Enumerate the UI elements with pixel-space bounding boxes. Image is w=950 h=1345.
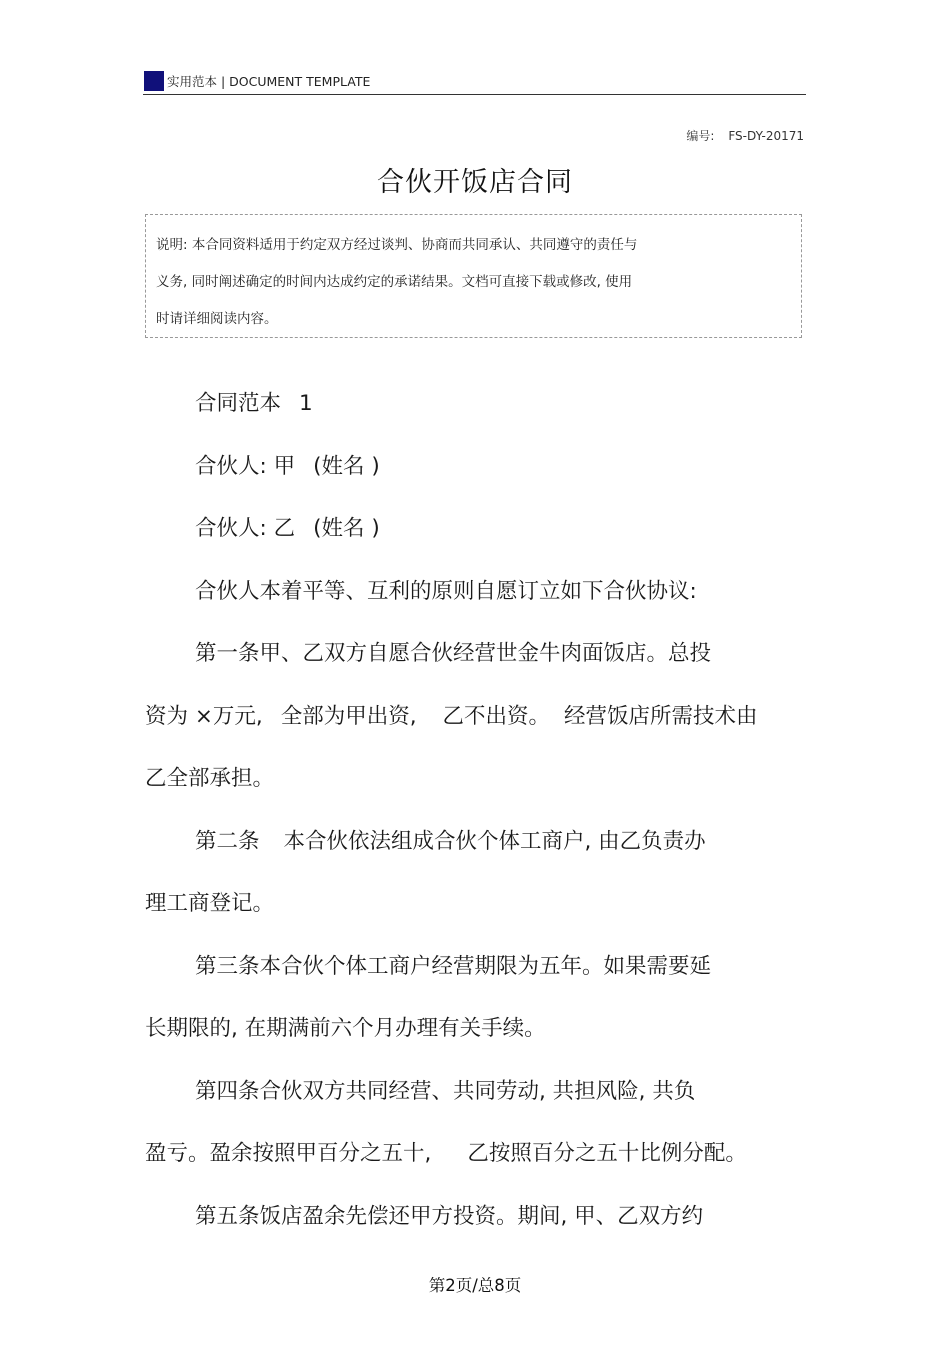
document-number-label: 编号:: [686, 129, 715, 143]
body-text: 全部为甲出资,: [280, 703, 417, 729]
body-text: 合同范本: [195, 391, 282, 416]
description-line: 义务, 同时阐述确定的时间内达成约定的承诺结果。文档可直接下载或修改, 使用: [156, 274, 633, 290]
description-line: 说明: 本合同资料适用于约定双方经过谈判、协商而共同承认、共同遵守的责任与: [156, 237, 638, 253]
body-line: 理工商登记。: [145, 891, 275, 916]
body-line: 长期限的, 在期满前六个月办理有关手续。: [145, 1016, 546, 1041]
body-text: 乙按照百分之五十比例分配。: [467, 1141, 747, 1166]
body-text: 合伙人: 甲: [195, 453, 296, 479]
document-title: 合伙开饭店合同: [377, 167, 573, 198]
body-text: 资为 ×万元,: [145, 703, 263, 729]
header-label: 实用范本 | DOCUMENT TEMPLATE: [167, 74, 371, 89]
page-number: 第2页/总8页: [428, 1276, 522, 1295]
body-line: [145, 686, 805, 749]
body-line: [145, 1123, 805, 1186]
body-text: 合伙人: 乙: [195, 516, 296, 541]
body-text: 乙不出资。: [442, 703, 551, 729]
document-header: [143, 68, 806, 95]
body-text: 盈亏。盈余按照甲百分之五十,: [145, 1141, 432, 1166]
body-text: 第二条: [195, 828, 260, 854]
body-line: [145, 373, 805, 436]
description-line: 时请详细阅读内容。: [156, 311, 278, 327]
body-line: 第四条合伙双方共同经营、共同劳动, 共担风险, 共负: [195, 1078, 696, 1104]
body-text: 1: [299, 391, 313, 416]
body-text: 经营饭店所需技术由: [564, 703, 758, 729]
body-line: 第三条本合伙个体工商户经营期限为五年。如果需要延: [195, 953, 712, 979]
body-text: (姓名 ): [313, 453, 380, 479]
body-line: 乙全部承担。: [145, 766, 275, 791]
body-line: 合伙人本着平等、互利的原则自愿订立如下合伙协议:: [195, 578, 697, 604]
contract-body: [145, 373, 805, 1248]
description-box: [145, 214, 802, 338]
document-number: [686, 127, 804, 144]
body-text: (姓名 ): [313, 516, 380, 541]
template-logo-icon: [144, 71, 164, 91]
document-number-value: FS-DY-20171: [728, 129, 804, 143]
body-line: [145, 498, 805, 561]
body-line: [145, 436, 805, 499]
body-line: 第五条饭店盈余先偿还甲方投资。期间, 甲、乙双方约: [195, 1203, 704, 1229]
body-line: [145, 811, 805, 874]
body-line: 第一条甲、乙双方自愿合伙经营世金牛肉面饭店。总投: [195, 641, 712, 666]
body-text: 本合伙依法组成合伙个体工商户, 由乙负责办: [283, 828, 706, 854]
